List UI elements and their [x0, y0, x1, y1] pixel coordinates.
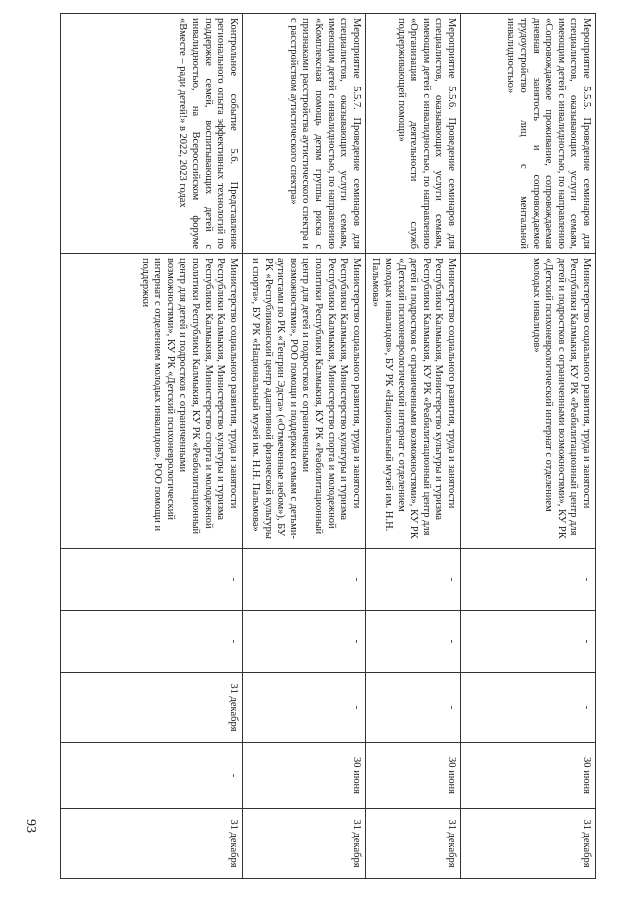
year-cell: - — [461, 611, 596, 673]
year-cell: - — [242, 673, 365, 743]
event-cell: Мероприятие 5.5.7. Проведение семинаров для специалистов, оказывающих услуги семьям, имеющим детей с инвалидностью, по направлению «Комплексная помощь детям группы риска с признаками расстройства аутистического спектра и с расстройством аутистического спектра» — [242, 14, 365, 254]
year-cell: - — [242, 611, 365, 673]
year-cell: - — [242, 549, 365, 611]
year-cell: - — [365, 673, 460, 743]
year-cell: - — [461, 549, 596, 611]
executors-cell: Министерство социального развития, труда и занятости Республики Калмыкия, Министерство культуры и туризма Республики Калмыкия, КУ РК «Реабилитационный центр для детей и подростков с ограниченными возможностями», КУ РК «Детский психоневрологический интернат с отделением молодых инвалидов», БУ РК «Национальный музей им. Н.Н. Пальмова» — [365, 254, 460, 549]
date-cell: 31 декабря — [365, 809, 460, 879]
executors-cell: Министерство социального развития, труда и занятости Республики Калмыкия, Министерство культуры и туризма Республики Калмыкия, Министерство спорта и молодежной политики Республики Калмыкия, КУ РК «Реабилитационный центр для детей и подростков с ограниченными возможностями», РОО помощи и поддержки семьям с детьми-аутистами по РК «Тенгрин Эдста» («Отмеченные небом»), БУ РК «Республиканский центр адаптивной физической культуры и спорта», БУ РК «Национальный музей им. Н.Н. Пальмова» — [242, 254, 365, 549]
plan-table — [60, 13, 596, 879]
table-row — [461, 14, 596, 879]
date-cell: 30 июня — [461, 743, 596, 809]
date-cell: 30 июня — [365, 743, 460, 809]
table-row — [60, 14, 242, 879]
year-cell: - — [461, 673, 596, 743]
year-cell: - — [60, 743, 242, 809]
year-cell: - — [60, 611, 242, 673]
table-row — [365, 14, 460, 879]
date-cell: 31 декабря — [461, 809, 596, 879]
year-cell: - — [365, 611, 460, 673]
executors-cell: Министерство социального развития, труда и занятости Республики Калмыкия, Министерство культуры и туризма Республики Калмыкия, Министерство спорта и молодежной политики Республики Калмыкия, КУ РК «Реабилитационный центр для детей и подростков с ограниченными возможностями», КУ РК «Детский психоневрологический интернат с отделением молодых инвалидов», РОО помощи и поддержки — [60, 254, 242, 549]
date-cell: 31 декабря — [60, 809, 242, 879]
date-cell: 30 июня — [242, 743, 365, 809]
year-cell: - — [365, 549, 460, 611]
rotated-table-wrapper — [66, 13, 596, 878]
date-cell: 31 декабря — [242, 809, 365, 879]
year-cell: - — [60, 549, 242, 611]
event-cell: Контрольное событие 5.6. Представление регионального опыта эффективных технологий по поддержке семей, воспитывающих детей с инвалидностью, на Всероссийском форуме «Вместе – ради детей!» в 2022, 2023 годах — [60, 14, 242, 254]
executors-cell: Министерство социального развития, труда и занятости Республики Калмыкия, КУ РК «Реабилитационный центр для детей и подростков с ограниченными возможностями», КУ РК «Детский психоневрологический интернат с отделением молодых инвалидов» — [461, 254, 596, 549]
event-cell: Мероприятие 5.5.5. Проведение семинаров для специалистов, оказывающих услуги семьям, имеющим детей с инвалидностью, по направлению «Сопровождаемое проживание, сопровождаемая дневная занятость и сопровождаемое трудоустройство лиц с ментальной инвалидностью» — [461, 14, 596, 254]
page-number: 93 — [23, 819, 38, 833]
table-row — [242, 14, 365, 879]
date-cell: 31 декабря — [60, 673, 242, 743]
event-cell: Мероприятие 5.5.6. Проведение семинаров для специалистов, оказывающих услуги семьям, имеющим детей с инвалидностью, по направлению «Организация деятельности служб поддерживающей помощи» — [365, 14, 460, 254]
